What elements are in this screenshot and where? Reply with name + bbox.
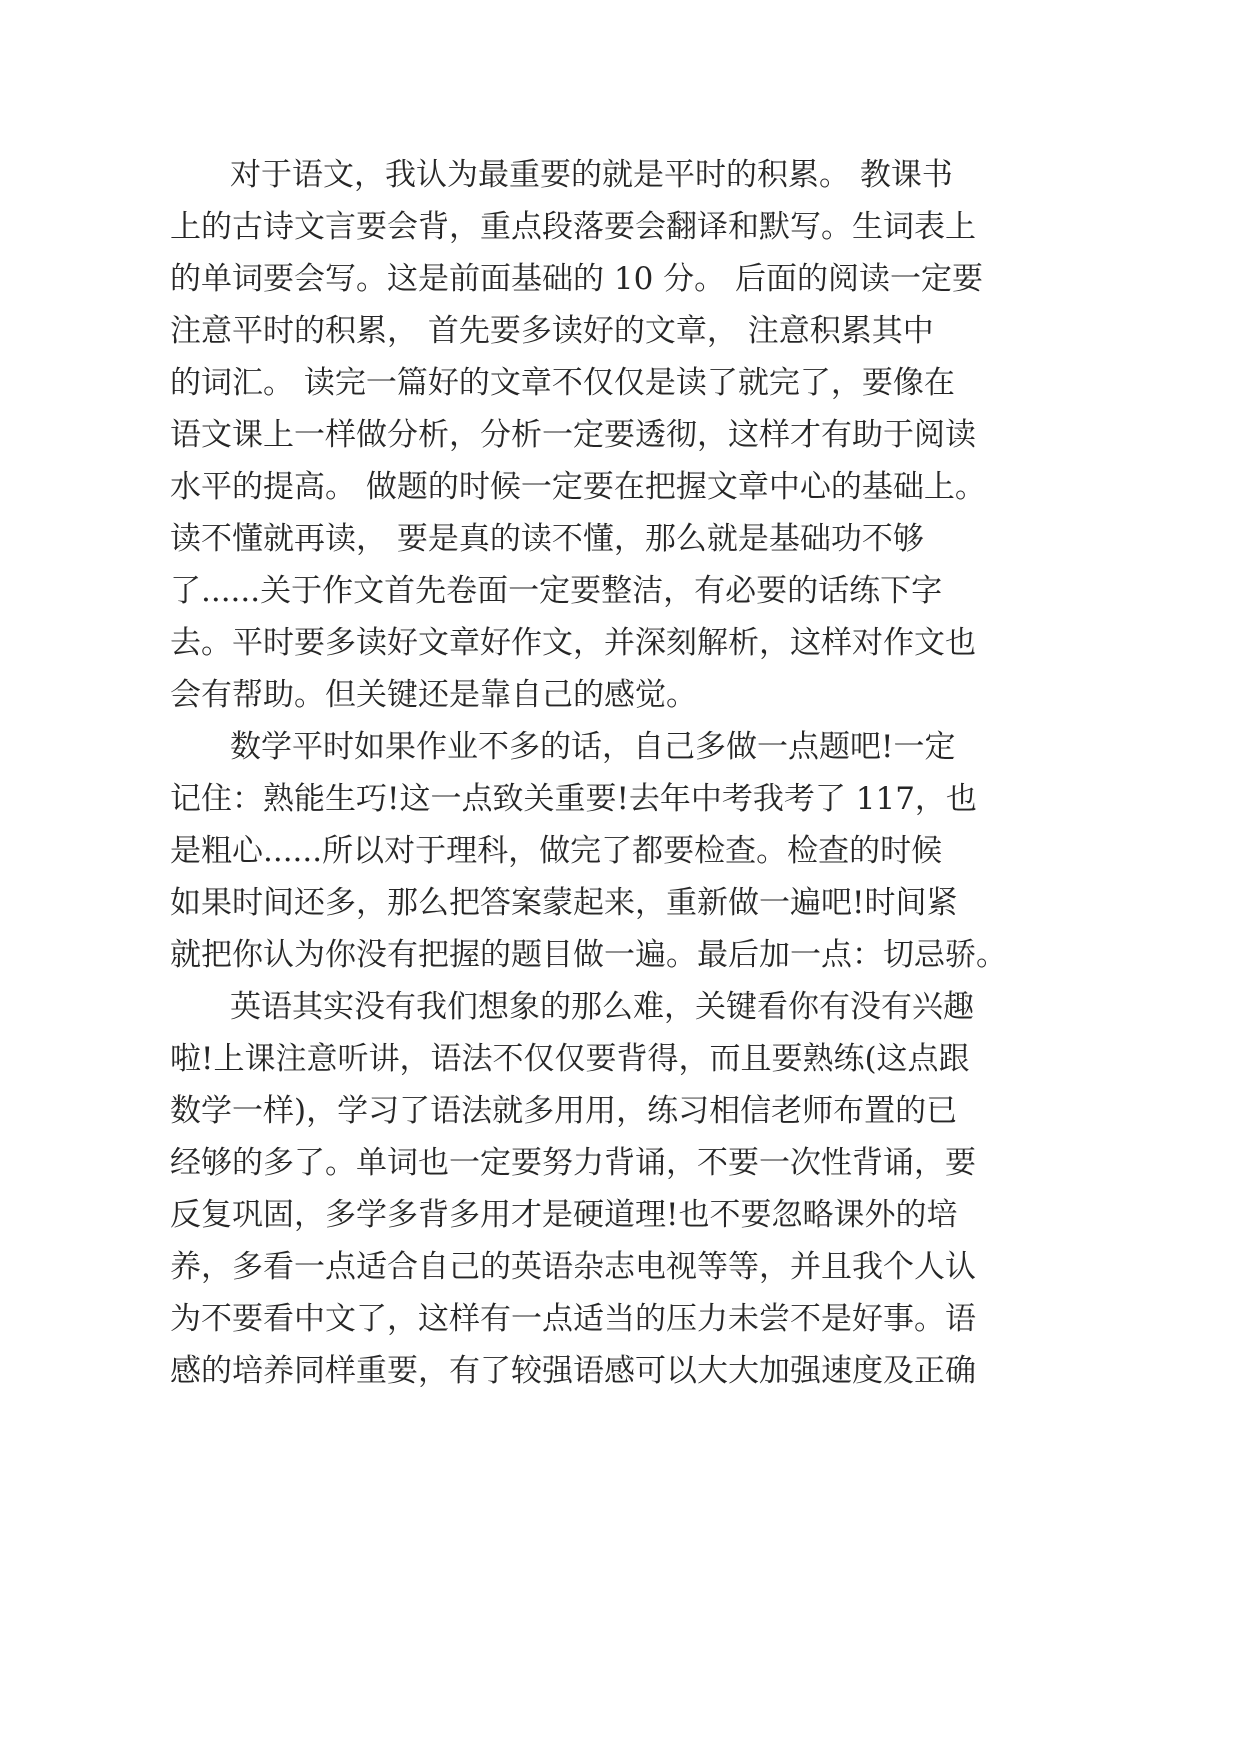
text-line: 读不懂就再读， 要是真的读不懂，那么就是基础功不够 <box>170 521 924 557</box>
text-line: 数学平时如果作业不多的话，自己多做一点题吧!一定 <box>230 729 956 765</box>
text-line: 为不要看中文了，这样有一点适当的压力未尝不是好事。语 <box>170 1301 976 1337</box>
text-line: 的单词要会写。这是前面基础的 10 分。 后面的阅读一定要 <box>170 261 984 297</box>
text-line: 水平的提高。 做题的时候一定要在把握文章中心的基础上。 <box>170 469 986 505</box>
text-line: 注意平时的积累， 首先要多读好的文章， 注意积累其中 <box>170 313 934 349</box>
text-line: 就把你认为你没有把握的题目做一遍。最后加一点：切忌骄。 <box>170 937 1007 973</box>
text-line: 记住：熟能生巧!这一点致关重要!去年中考我考了 117，也 <box>170 781 977 817</box>
text-line: 反复巩固，多学多背多用才是硬道理!也不要忽略课外的培 <box>170 1197 958 1233</box>
text-line: 去。平时要多读好文章好作文，并深刻解析，这样对作文也 <box>170 625 976 661</box>
text-line: 的词汇。 读完一篇好的文章不仅仅是读了就完了，要像在 <box>170 365 955 401</box>
text-line: 感的培养同样重要，有了较强语感可以大大加强速度及正确 <box>170 1353 976 1389</box>
text-line: 是粗心......所以对于理科，做完了都要检查。检查的时候 <box>170 833 943 869</box>
text-line: 语文课上一样做分析，分析一定要透彻，这样才有助于阅读 <box>170 417 976 453</box>
text-line: 了......关于作文首先卷面一定要整洁，有必要的话练下字 <box>170 573 943 609</box>
text-line: 对于语文，我认为最重要的就是平时的积累。 教课书 <box>230 157 953 193</box>
text-line: 上的古诗文言要会背，重点段落要会翻译和默写。生词表上 <box>170 209 976 245</box>
text-line: 养，多看一点适合自己的英语杂志电视等等，并且我个人认 <box>170 1249 976 1285</box>
text-line: 数学一样)，学习了语法就多用用，练习相信老师布置的已 <box>170 1093 958 1129</box>
text-line: 经够的多了。单词也一定要努力背诵，不要一次性背诵，要 <box>170 1145 976 1181</box>
text-line: 会有帮助。但关键还是靠自己的感觉。 <box>170 677 697 713</box>
text-line: 如果时间还多，那么把答案蒙起来，重新做一遍吧!时间紧 <box>170 885 958 921</box>
text-line: 英语其实没有我们想象的那么难，关键看你有没有兴趣 <box>230 989 974 1025</box>
text-line: 啦!上课注意听讲，语法不仅仅要背得，而且要熟练(这点跟 <box>170 1041 970 1077</box>
